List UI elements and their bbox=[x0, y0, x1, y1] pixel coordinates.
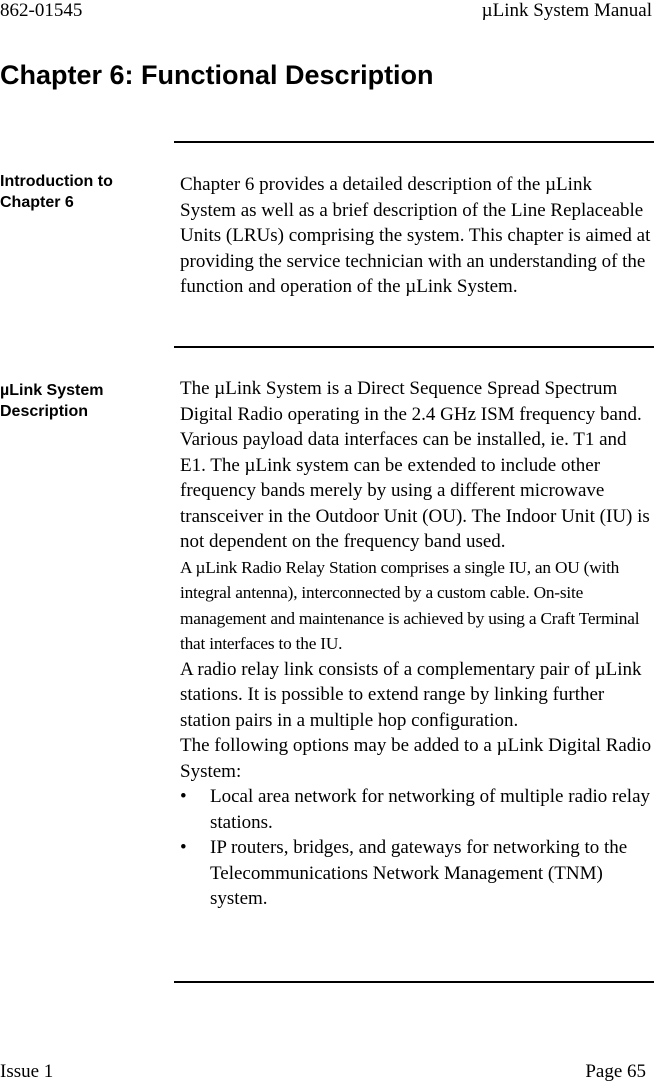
chapter-title: Chapter 6: Functional Description bbox=[0, 60, 434, 90]
section-divider bbox=[174, 141, 654, 143]
list-item bbox=[180, 835, 652, 912]
issue-number: Issue 1 bbox=[0, 1061, 54, 1082]
side-heading-introduction bbox=[0, 171, 150, 213]
bullet-icon: • bbox=[180, 837, 187, 858]
system-description-body bbox=[180, 376, 652, 912]
paragraph: The following options may be added to a µLink Digital Radio System: bbox=[180, 735, 652, 782]
paragraph: The µLink System is a Direct Sequence Spread Spectrum Digital Radio operating in the 2.4 GHz ISM frequency band. Various payload data interfaces can be installed, ie. T1 and E1. The µLink system can be extended to include other frequency bands merely by using a different microwave transceiver in the Outdoor Unit (OU). The Indoor Unit (IU) is not dependent on the frequency band used. bbox=[180, 378, 650, 552]
side-heading-line: Introduction to bbox=[0, 173, 113, 190]
introduction-body bbox=[180, 172, 652, 300]
paragraph: A radio relay link consists of a complementary pair of µLink stations. It is possible to extend range by linking further station pairs in a multiple hop configuration. bbox=[180, 658, 642, 731]
options-list bbox=[180, 784, 652, 912]
list-item bbox=[180, 784, 652, 835]
side-heading-line: µLink System bbox=[0, 382, 104, 399]
bullet-icon: • bbox=[180, 786, 187, 807]
section-divider bbox=[174, 981, 654, 983]
list-item-text: Local area network for networking of multiple radio relay stations. bbox=[210, 786, 650, 833]
paragraph: A µLink Radio Relay Station comprises a single IU, an OU (with integral antenna), interconnected by a custom cable. On-site management and maintenance is achieved by using a Craft Terminal that interfaces to the IU. bbox=[180, 557, 640, 653]
manual-title: µLink System Manual bbox=[481, 0, 652, 21]
page-number: Page 65 bbox=[585, 1061, 646, 1082]
paragraph: Chapter 6 provides a detailed description of the µLink System as well as a brief description of the Line Replaceable Units (LRUs) comprising the system. This chapter is aimed at providing the service technician with an understanding of the function and operation of the µLink System. bbox=[180, 174, 651, 297]
document-number: 862-01545 bbox=[0, 0, 83, 21]
side-heading-system-description bbox=[0, 380, 150, 422]
list-item-text: IP routers, bridges, and gateways for networking to the Telecommunications Network Management (TNM) system. bbox=[210, 837, 628, 909]
section-divider bbox=[174, 346, 654, 348]
side-heading-line: Chapter 6 bbox=[0, 194, 74, 211]
side-heading-line: Description bbox=[0, 403, 89, 420]
